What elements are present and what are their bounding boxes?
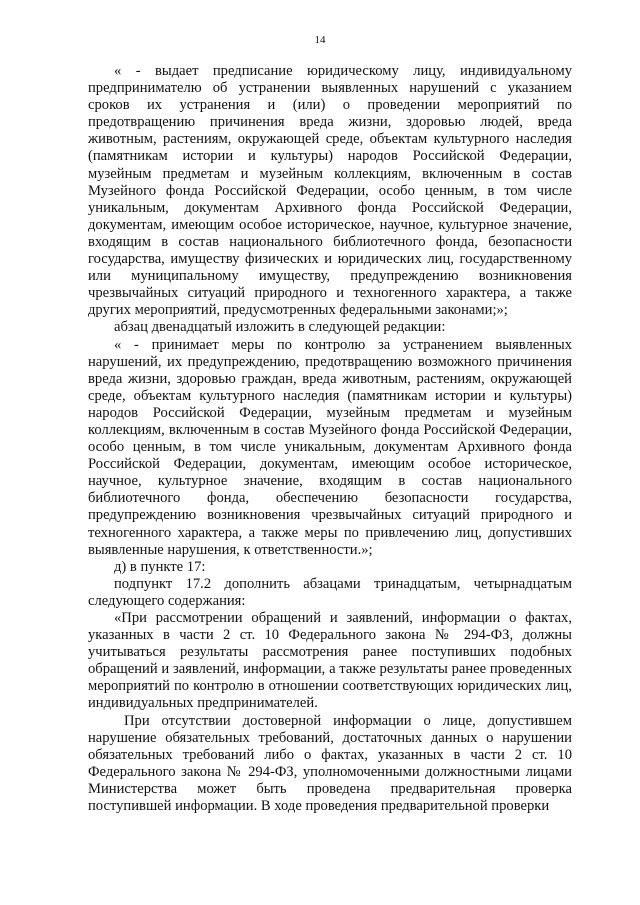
paragraph-amendment-instruction: абзац двенадцатый изложить в следующей редакции: (114, 319, 446, 336)
paragraph-item-d: д) в пункте 17: (114, 558, 206, 575)
paragraph-issues-order: « - выдает предписание юридическому лицу, индивидуальному предпринимателю об устранении выявленных нарушений с указанием сроков их устранения и (или) о проведении мероприятий по предотвращению причинения вреда жизни, здоровью людей, вреда животным, растениям, окружающей среде, объектам культурного наследия (памятникам истории и культуры) народов Российской Федерации, музейным предметам и музейным коллекциям, включенным в состав Музейного фонда Российской Федерации, особо ценным, в том числе уникальным, документам Архивного фонда Российской Федерации, документам, имеющим особое историческое, научное, культурное значение, входящим в состав национального библиотечного фонда, безопасности государства, имуществу физических и юридических лиц, государственному или муниципальному имуществу, предупреждению возникновения чрезвычайных ситуаций природного и техногенного характера, а также других мероприятий, предусмотренных федеральными законами;»; (88, 63, 572, 319)
paragraph-preliminary-check: При отсутствии достоверной информации о лице, допустившем нарушение обязательных требований, достаточных данных о нарушении обязательных требований либо о фактах, указанных в части 2 ст. 10 Федерального закона № 294-ФЗ, уполномоченными должностными лицами Министерства может быть проведена предварительная проверка поступившей информации. В ходе проведения предварительной проверки (88, 712, 572, 815)
paragraph-takes-measures: « - принимает меры по контролю за устранением выявленных нарушений, их предупреждению, предотвращению возможного причинения вреда жизни, здоровью граждан, вреда животным, растениям, окружающей среде, объектам культурного наследия (памятникам истории и культуры) народов Российской Федерации, музейным предметам и музейным коллекциям, включенным в состав Музейного фонда Российской Федерации, особо ценным, в том числе уникальным, документам Архивного фонда Российской Федерации, документам, имеющим особое историческое, научное, культурное значение, входящим в состав национального библиотечного фонда, обеспечению безопасности государства, предупреждению возникновения чрезвычайных ситуаций природного и техногенного характера, а также меры по привлечению лиц, допустивших выявленные нарушения, к ответственности.»; (88, 336, 572, 558)
document-body (88, 63, 572, 815)
page-number: 14 (314, 34, 326, 46)
paragraph-subitem-17-2: подпункт 17.2 дополнить абзацами тринадцатым, четырнадцатым следующего содержания: (88, 575, 572, 609)
paragraph-considering-appeals: «При рассмотрении обращений и заявлений, информации о фактах, указанных в части 2 ст. 10 Федерального закона № 294-ФЗ, должны учитываться результаты рассмотрения ранее поступивших подобных обращений и заявлений, информации, а также результаты ранее проведенных мероприятий по контролю в отношении соответствующих юридических лиц, индивидуальных предпринимателей. (88, 610, 572, 712)
